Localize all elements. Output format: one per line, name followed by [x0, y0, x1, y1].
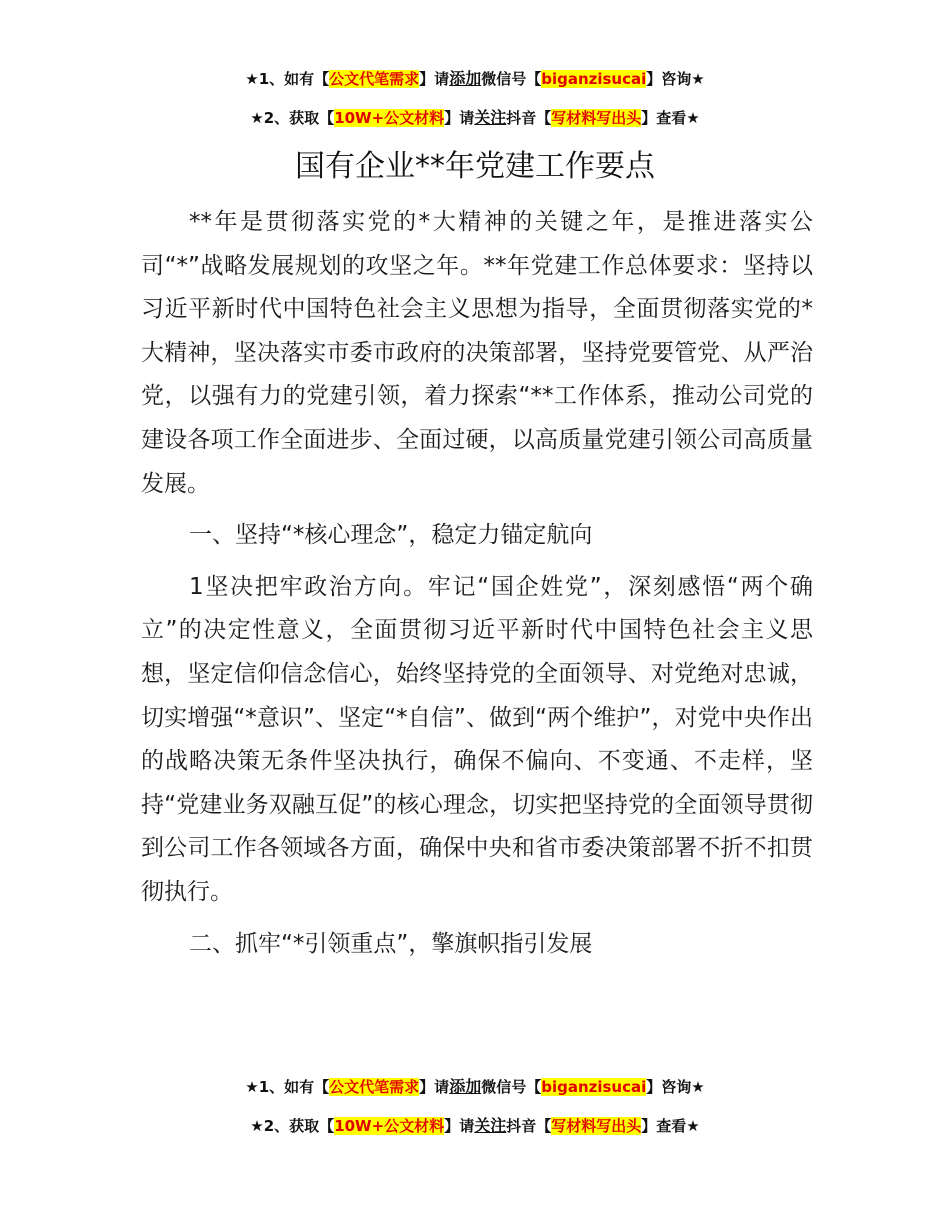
promo-text: 抖音【 — [506, 1117, 552, 1135]
paragraph-intro: **年是贯彻落实党的*大精神的关键之年，是推进落实公司“*”战略发展规划的攻坚之年。**年党建工作总体要求：坚持以习近平新时代中国特色社会主义思想为指导，全面贯彻落实党的*大精神，坚决落实市委市政府的决策部署，坚持党要管党、从严治党，以强有力的党建引领，着力探索“**工作体系，推动公司党的建设各项工作全面进步、全面过硬，以高质量党建引领公司高质量发展。 — [141, 209, 813, 497]
section-heading-2: 二、抓牢“*引领重点”，擎旗帜指引发展 — [189, 930, 593, 957]
promo-text: ★2、获取【 — [250, 109, 335, 127]
promo-line-douyin-footer — [0, 1116, 950, 1136]
promo-highlight: biganzisucai — [541, 1078, 647, 1096]
promo-highlight: 10W+公文材料 — [334, 109, 445, 127]
promo-emphasis: 添加 — [449, 1077, 482, 1096]
promo-highlight: biganzisucai — [541, 70, 647, 88]
promo-highlight: 写材料写出头 — [551, 1117, 642, 1135]
promo-text: 】请 — [419, 1078, 450, 1096]
promo-text: 】咨询★ — [646, 1078, 705, 1096]
promo-text: 】请 — [444, 1117, 475, 1135]
promo-text: 微信号【 — [481, 70, 542, 88]
promo-text: ★1、如有【 — [245, 1078, 330, 1096]
promo-text: ★2、获取【 — [250, 1117, 335, 1135]
promo-highlight: 公文代笔需求 — [329, 70, 420, 88]
document-body — [141, 201, 813, 974]
promo-emphasis: 关注 — [474, 1116, 507, 1135]
promo-line-wechat — [0, 69, 950, 89]
paragraph-political-direction: 1坚决把牢政治方向。牢记“国企姓党”，深刻感悟“两个确立”的决定性意义，全面贯彻习近平新时代中国特色社会主义思想，坚定信仰信念信心，始终坚持党的全面领导、对党绝对忠诚，切实增强“*意识”、坚定“*自信”、做到“两个维护”，对党中央作出的战略决策无条件坚决执行，确保不偏向、不变通、不走样，坚持“党建业务双融互促”的核心理念，切实把坚持党的全面领导贯彻到公司工作各领域各方面，确保中央和省市委决策部署不折不扣贯彻执行。 — [141, 573, 813, 905]
promo-text: 】咨询★ — [646, 70, 705, 88]
promo-text: ★1、如有【 — [245, 70, 330, 88]
promo-emphasis: 添加 — [449, 69, 482, 88]
promo-text: 】请 — [444, 109, 475, 127]
promo-highlight: 公文代笔需求 — [329, 1078, 420, 1096]
document-title: 国有企业**年党建工作要点 — [295, 149, 655, 184]
promo-highlight: 10W+公文材料 — [334, 1117, 445, 1135]
promo-text: 微信号【 — [481, 1078, 542, 1096]
section-heading-1: 一、坚持“*核心理念”，稳定力锚定航向 — [189, 522, 593, 549]
promo-line-douyin — [0, 108, 950, 128]
promo-text: 抖音【 — [506, 109, 552, 127]
promo-text: 】查看★ — [641, 109, 700, 127]
promo-line-wechat-footer — [0, 1077, 950, 1097]
promo-text: 】请 — [419, 70, 450, 88]
promo-text: 】查看★ — [641, 1117, 700, 1135]
promo-emphasis: 关注 — [474, 108, 507, 127]
promo-highlight: 写材料写出头 — [551, 109, 642, 127]
